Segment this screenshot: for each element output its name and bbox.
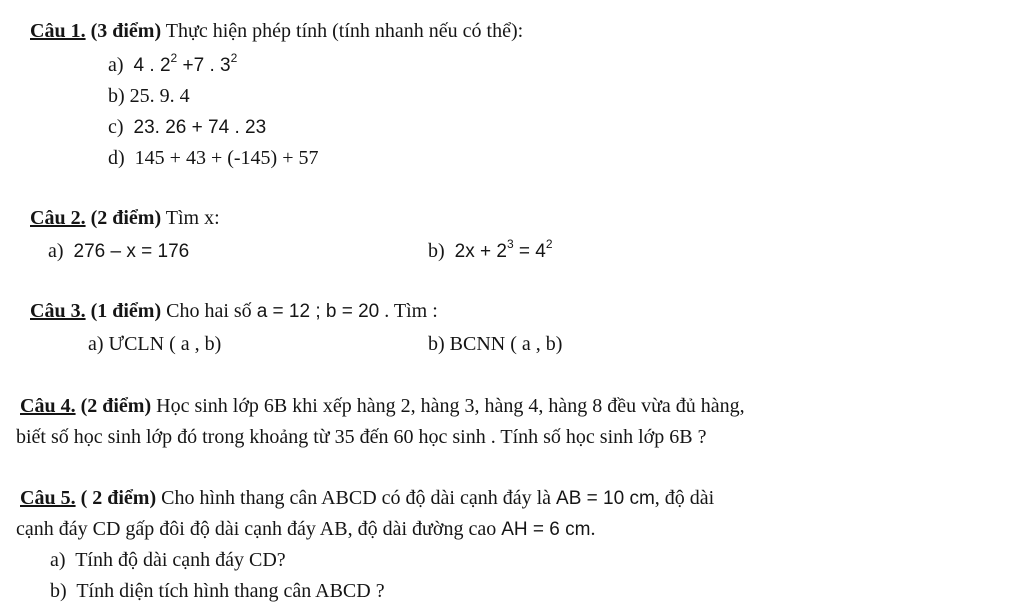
q3-heading — [30, 298, 438, 325]
q2-a-expr: 276 – x = 176 — [73, 241, 190, 262]
q2-a-label: a) — [48, 240, 64, 262]
q1-c-expr: 23. 26 + 74 . 23 — [133, 117, 267, 138]
q3-condition: a = 12 ; b = 20 — [256, 301, 380, 322]
q1-item-a — [108, 52, 237, 79]
q1-a-label: a) — [108, 54, 124, 76]
q3-item-a — [88, 331, 221, 357]
q1-points: (3 điểm) — [90, 20, 162, 42]
q4-points: (2 điểm) — [80, 395, 152, 417]
q1-item-c — [108, 114, 266, 141]
q2-points: (2 điểm) — [90, 207, 162, 229]
q5-line1-pre: Cho hình thang cân ABCD có độ dài cạnh đáy là — [161, 487, 557, 509]
q1-a-expr: 4 . $2^2 +7$ . $3^2$ — [133, 50, 238, 76]
q2-heading — [30, 205, 220, 231]
q2-item-a — [48, 238, 189, 265]
q5-label: Câu 5. — [20, 487, 76, 509]
q1-d-expr: 145 + 43 + (-145) + 57 — [134, 147, 319, 169]
q5-a-label: a) — [50, 549, 66, 571]
q5-item-b — [50, 578, 385, 604]
q5-ab-length: AB = 10 cm — [556, 488, 655, 509]
q2-b-expr: $2x + 2^3 = 4^2$ — [454, 236, 553, 262]
q1-d-label: d) — [108, 147, 125, 169]
q4-label: Câu 4. — [20, 395, 76, 417]
q3-item-b — [428, 331, 562, 357]
q3-points: (1 điểm) — [90, 300, 162, 322]
q1-heading — [30, 18, 523, 44]
q4-line1: Học sinh lớp 6B khi xếp hàng 2, hàng 3, hàng 4, hàng 8 đều vừa đủ hàng, — [156, 395, 745, 417]
q5-line1-post: , độ dài — [654, 487, 715, 509]
q3-b-label: b) — [428, 333, 445, 355]
q2-b-label: b) — [428, 240, 445, 262]
q1-b-label: b) — [108, 85, 125, 107]
q2-label: Câu 2. — [30, 207, 86, 229]
q5-item-a — [50, 547, 286, 573]
q3-text-post: . Tìm : — [379, 300, 438, 322]
q5-line2-post: . — [590, 518, 596, 540]
q5-ah-length: AH = 6 cm — [501, 519, 591, 540]
q5-line2-pre: cạnh đáy CD gấp đôi độ dài cạnh đáy AB, độ dài đường cao — [16, 518, 502, 540]
q3-b-expr: BCNN ( a , b) — [449, 333, 563, 355]
q2-item-b — [428, 238, 553, 265]
q4-heading — [20, 393, 745, 419]
q3-a-label: a) — [88, 333, 104, 355]
q5-heading — [20, 485, 714, 512]
q5-a-text: Tính độ dài cạnh đáy CD? — [75, 549, 286, 571]
q5-b-label: b) — [50, 580, 67, 602]
q2-text: Tìm x: — [165, 207, 220, 229]
q4-line2: biết số học sinh lớp đó trong khoảng từ 35 đến 60 học sinh . Tính số học sinh lớp 6B ? — [16, 426, 707, 448]
q3-text-pre: Cho hai số — [166, 300, 257, 322]
q5-b-text: Tính diện tích hình thang cân ABCD ? — [76, 580, 385, 602]
q1-item-d — [108, 145, 319, 171]
q1-text: Thực hiện phép tính (tính nhanh nếu có thể): — [165, 20, 524, 42]
q1-c-label: c) — [108, 116, 124, 138]
q5-points: ( 2 điểm) — [80, 487, 157, 509]
q3-a-expr: ƯCLN ( a , b) — [108, 333, 222, 355]
q5-line2 — [16, 516, 595, 543]
q1-b-expr: 25. 9. 4 — [129, 85, 190, 107]
q1-item-b — [108, 83, 190, 109]
q3-label: Câu 3. — [30, 300, 86, 322]
q1-label: Câu 1. — [30, 20, 86, 42]
